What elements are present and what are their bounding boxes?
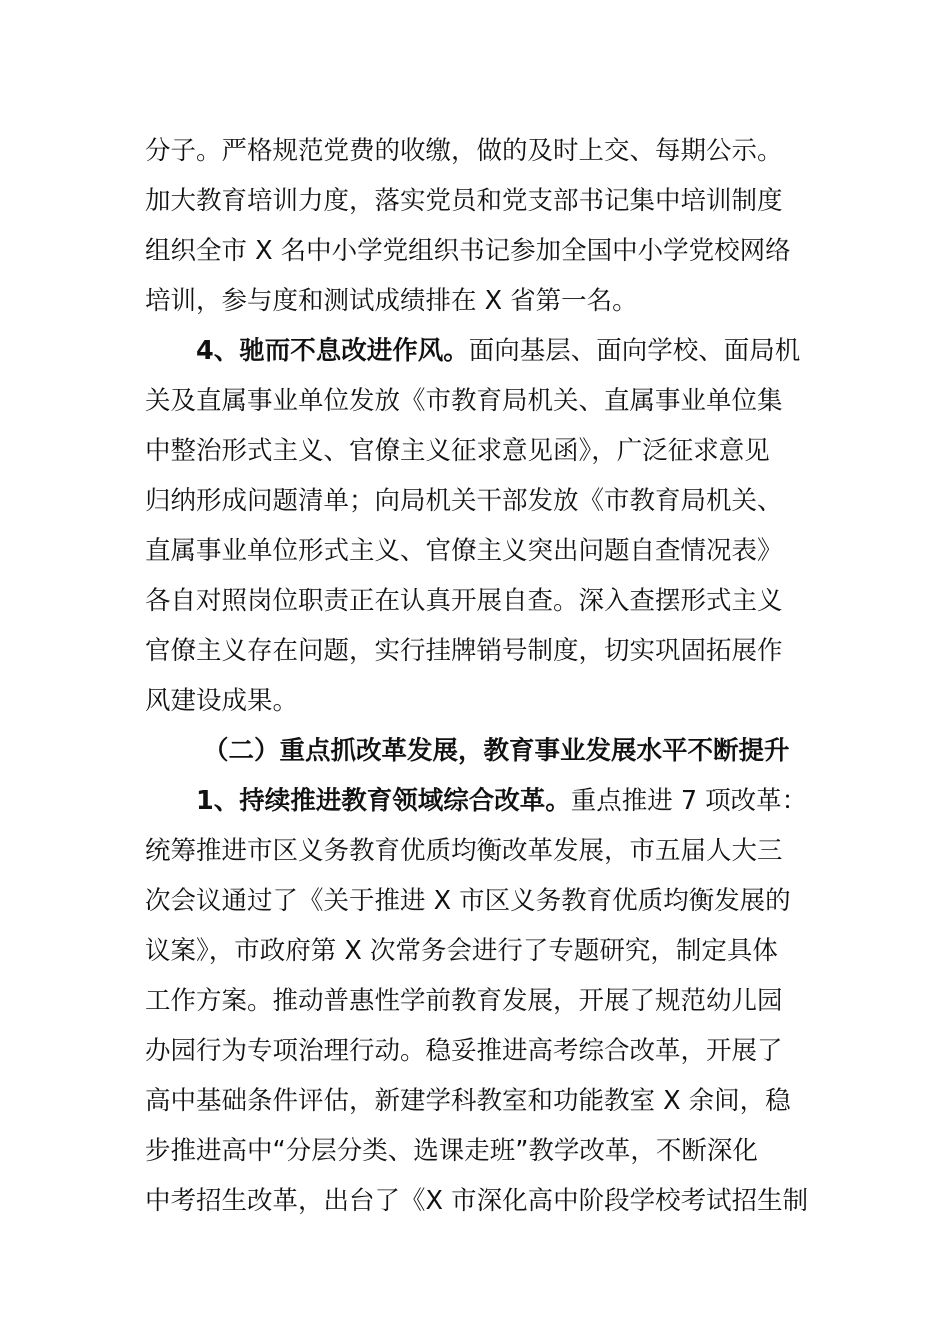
body-text: 中考招生改革，出台了《X 市深化高中阶段学校考试招生制	[145, 1186, 809, 1216]
text-line	[145, 231, 815, 271]
text-line	[145, 631, 815, 671]
body-text: 办园行为专项治理行动。稳妥推进高考综合改革，开展了	[145, 1036, 783, 1066]
body-text: 加大教育培训力度，落实党员和党支部书记集中培训制度	[145, 186, 783, 216]
text-line	[145, 831, 815, 871]
body-text: 归纳形成问题清单；向局机关干部发放《市教育局机关、	[145, 486, 783, 516]
text-line	[145, 581, 815, 621]
text-line	[145, 131, 815, 171]
text-line	[145, 431, 815, 471]
body-text: 风建设成果。	[145, 686, 299, 716]
body-text: 组织全市 X 名中小学党组织书记参加全国中小学党校网络	[145, 236, 791, 266]
body-text: 分子。严格规范党费的收缴，做的及时上交、每期公示。	[145, 136, 783, 166]
body-text: 直属事业单位形式主义、官僚主义突出问题自查情况表》	[145, 536, 783, 566]
body-text: 统筹推进市区义务教育优质均衡改革发展，市五届人大三	[145, 836, 783, 866]
body-text: 工作方案。推动普惠性学前教育发展，开展了规范幼儿园	[145, 986, 783, 1016]
text-line	[145, 1181, 815, 1221]
body-text: 关及直属事业单位发放《市教育局机关、直属事业单位集	[145, 386, 783, 416]
body-text: 面向基层、面向学校、面局机	[468, 336, 801, 366]
text-line	[145, 181, 815, 221]
body-text: 高中基础条件评估，新建学科教室和功能教室 X 余间，稳	[145, 1086, 791, 1116]
paragraph-heading	[196, 781, 815, 821]
body-text: 官僚主义存在问题，实行挂牌销号制度，切实巩固拓展作	[145, 636, 783, 666]
bold-text: （二）重点抓改革发展，教育事业发展水平不断提升	[203, 736, 790, 766]
body-text: 议案》，市政府第 X 次常务会进行了专题研究，制定具体	[145, 936, 778, 966]
text-line	[145, 281, 815, 321]
body-text: 各自对照岗位职责正在认真开展自查。深入查摆形式主义	[145, 586, 783, 616]
bold-text: 1、持续推进教育领域综合改革。	[196, 786, 571, 816]
text-line	[145, 381, 815, 421]
text-line	[145, 1081, 815, 1121]
body-text: 次会议通过了《关于推进 X 市区义务教育优质均衡发展的	[145, 886, 791, 916]
text-line	[145, 681, 815, 721]
body-text: 培训，参与度和测试成绩排在 X 省第一名。	[145, 286, 638, 316]
body-text: 中整治形式主义、官僚主义征求意见函》，广泛征求意见	[145, 436, 770, 466]
text-line	[145, 531, 815, 571]
bold-text: 4、驰而不息改进作风。	[196, 336, 469, 366]
section-heading	[203, 731, 815, 771]
text-line	[145, 1031, 815, 1071]
text-line	[145, 481, 815, 521]
body-text: 重点推进 7 项改革：	[570, 786, 808, 816]
body-text: 步推进高中“分层分类、选课走班”教学改革，不断深化	[145, 1136, 758, 1166]
text-line	[145, 881, 815, 921]
text-line	[145, 931, 815, 971]
text-line	[145, 981, 815, 1021]
text-line	[145, 1131, 815, 1171]
paragraph-heading	[196, 331, 815, 371]
